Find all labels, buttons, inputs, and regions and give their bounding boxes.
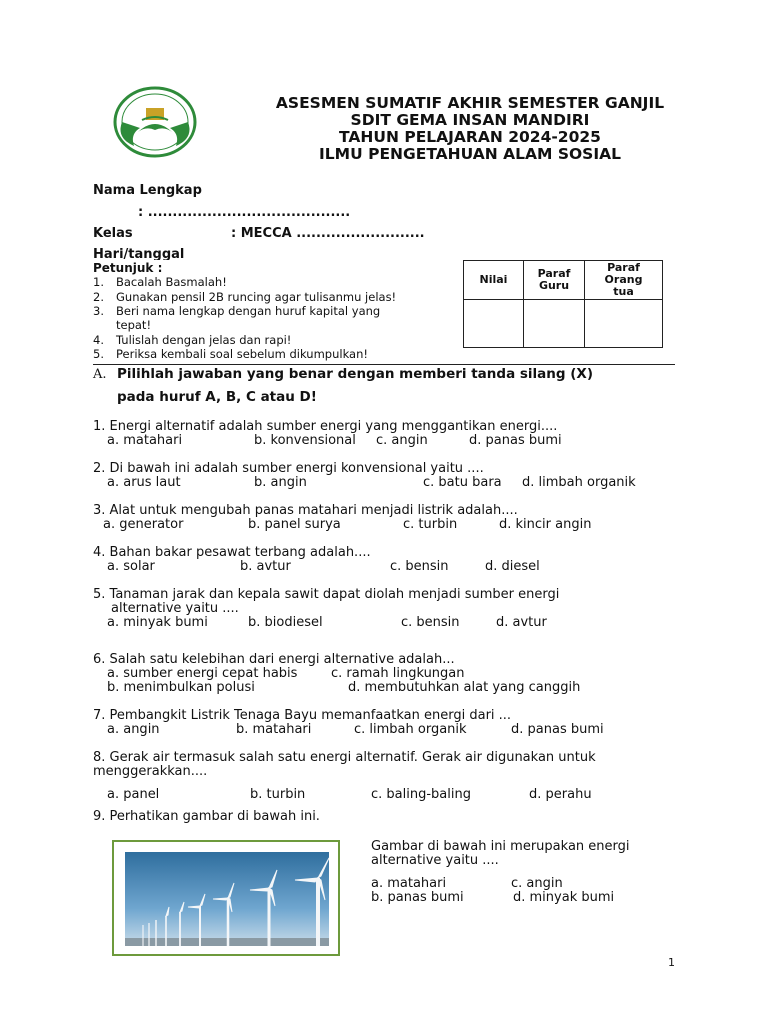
instructions-title: Petunjuk : [93, 261, 163, 275]
question-1-stem: 1. Energi alternatif adalah sumber energi yang menggantikan energi.... [93, 419, 558, 434]
instruction-num: 1. [93, 275, 104, 289]
q9-option-c[interactable]: c. angin [511, 876, 563, 891]
q6-option-a[interactable]: a. sumber energi cepat habis [107, 666, 298, 681]
paraf-ortu-header [585, 261, 663, 300]
question-9-stem: 9. Perhatikan gambar di bawah ini. [93, 809, 320, 824]
title-line-1: ASESMEN SUMATIF AKHIR SEMESTER GANJIL [275, 94, 665, 112]
q5-option-b[interactable]: b. biodiesel [248, 615, 323, 630]
q3-option-c[interactable]: c. turbin [403, 517, 458, 532]
score-signature-table [463, 260, 663, 348]
q7-option-c[interactable]: c. limbah organik [354, 722, 467, 737]
instruction-text: Gunakan pensil 2B runcing agar tulisanmu jelas! [116, 290, 397, 304]
instruction-text: Bacalah Basmalah! [116, 275, 227, 289]
paraf-ortu-line3: tua [613, 285, 634, 298]
q4-option-b[interactable]: b. avtur [240, 559, 291, 574]
q3-option-a[interactable]: a. generator [103, 517, 184, 532]
question-8-stem-cont: menggerakkan.... [93, 764, 208, 779]
q7-option-a[interactable]: a. angin [107, 722, 160, 737]
nama-field[interactable]: : ......................................... [138, 205, 351, 220]
q6-option-d[interactable]: d. membutuhkan alat yang canggih [348, 680, 581, 695]
title-line-2: SDIT GEMA INSAN MANDIRI [350, 111, 590, 129]
instruction-text: Tulislah dengan jelas dan rapi! [116, 333, 292, 347]
q4-option-a[interactable]: a. solar [107, 559, 155, 574]
q8-option-a[interactable]: a. panel [107, 787, 160, 802]
q5-option-a[interactable]: a. minyak bumi [107, 615, 208, 630]
q2-option-d[interactable]: d. limbah organik [522, 475, 636, 490]
q8-option-d[interactable]: d. perahu [529, 787, 592, 802]
q6-option-b[interactable]: b. menimbulkan polusi [107, 680, 255, 695]
instruction-num: 3. [93, 304, 104, 318]
q4-option-d[interactable]: d. diesel [485, 559, 540, 574]
wind-turbine-photo [112, 840, 340, 956]
q2-option-b[interactable]: b. angin [254, 475, 307, 490]
question-5-stem-cont: alternative yaitu .... [111, 601, 239, 616]
q9-side-text-line2: alternative yaitu .... [371, 853, 499, 868]
school-logo [112, 86, 198, 158]
q1-option-a[interactable]: a. matahari [107, 433, 183, 448]
question-2-stem: 2. Di bawah ini adalah sumber energi konvensional yaitu .... [93, 461, 484, 476]
section-instruction-line1: Pilihlah jawaban yang benar dengan memberi tanda silang (X) [117, 366, 594, 382]
q6-option-c[interactable]: c. ramah lingkungan [331, 666, 465, 681]
title-line-3: TAHUN PELAJARAN 2024-2025 [339, 128, 601, 146]
q1-option-c[interactable]: c. angin [376, 433, 428, 448]
paraf-guru-cell[interactable] [524, 300, 585, 348]
q7-option-d[interactable]: d. panas bumi [511, 722, 604, 737]
paraf-ortu-line1: Paraf [607, 261, 640, 274]
question-5-stem: 5. Tanaman jarak dan kepala sawit dapat diolah menjadi sumber energi [93, 587, 560, 602]
nilai-cell[interactable] [464, 300, 524, 348]
question-8-stem: 8. Gerak air termasuk salah satu energi alternatif. Gerak air digunakan untuk [93, 750, 596, 765]
q1-option-b[interactable]: b. konvensional [254, 433, 356, 448]
paraf-guru-line1: Paraf [537, 267, 571, 280]
q2-option-c[interactable]: c. batu bara [423, 475, 502, 490]
page-number: 1 [668, 956, 675, 969]
q2-option-a[interactable]: a. arus laut [107, 475, 181, 490]
q9-option-d[interactable]: d. minyak bumi [513, 890, 615, 905]
instruction-text: tepat! [116, 318, 152, 332]
instruction-num: 2. [93, 290, 104, 304]
q1-option-d[interactable]: d. panas bumi [469, 433, 562, 448]
instruction-num: 4. [93, 333, 104, 347]
kelas-field[interactable]: : MECCA .......................... [231, 226, 425, 241]
q9-option-a[interactable]: a. matahari [371, 876, 447, 891]
paraf-guru-line2: Guru [538, 279, 570, 292]
section-divider [93, 364, 675, 365]
q8-option-b[interactable]: b. turbin [250, 787, 306, 802]
kelas-label: Kelas [93, 226, 133, 241]
question-4-stem: 4. Bahan bakar pesawat terbang adalah.... [93, 545, 371, 560]
q7-option-b[interactable]: b. matahari [236, 722, 312, 737]
instruction-text: Periksa kembali soal sebelum dikumpulkan! [116, 347, 368, 361]
section-letter: A. [93, 367, 107, 382]
instruction-num: 5. [93, 347, 104, 361]
q8-option-c[interactable]: c. baling-baling [371, 787, 471, 802]
section-instruction-line2: pada huruf A, B, C atau D! [117, 389, 317, 405]
q9-option-b[interactable]: b. panas bumi [371, 890, 464, 905]
nilai-header: Nilai [464, 261, 524, 300]
q3-option-d[interactable]: d. kincir angin [499, 517, 592, 532]
hari-label: Hari/tanggal [93, 247, 185, 260]
title-line-4: ILMU PENGETAHUAN ALAM SOSIAL [319, 145, 621, 163]
q4-option-c[interactable]: c. bensin [390, 559, 449, 574]
q5-option-d[interactable]: d. avtur [496, 615, 547, 630]
question-7-stem: 7. Pembangkit Listrik Tenaga Bayu memanfaatkan energi dari ... [93, 708, 512, 723]
exam-title [240, 95, 700, 163]
q9-side-text-line1: Gambar di bawah ini merupakan energi [371, 839, 630, 854]
q3-option-b[interactable]: b. panel surya [248, 517, 341, 532]
question-3-stem: 3. Alat untuk mengubah panas matahari menjadi listrik adalah.... [93, 503, 518, 518]
paraf-guru-header [524, 261, 585, 300]
nama-label: Nama Lengkap [93, 183, 202, 198]
paraf-ortu-line2: Orang [604, 273, 643, 286]
paraf-ortu-cell[interactable] [585, 300, 663, 348]
question-6-stem: 6. Salah satu kelebihan dari energi alternative adalah... [93, 652, 455, 667]
q5-option-c[interactable]: c. bensin [401, 615, 460, 630]
instruction-text: Beri nama lengkap dengan huruf kapital yang [116, 304, 381, 318]
